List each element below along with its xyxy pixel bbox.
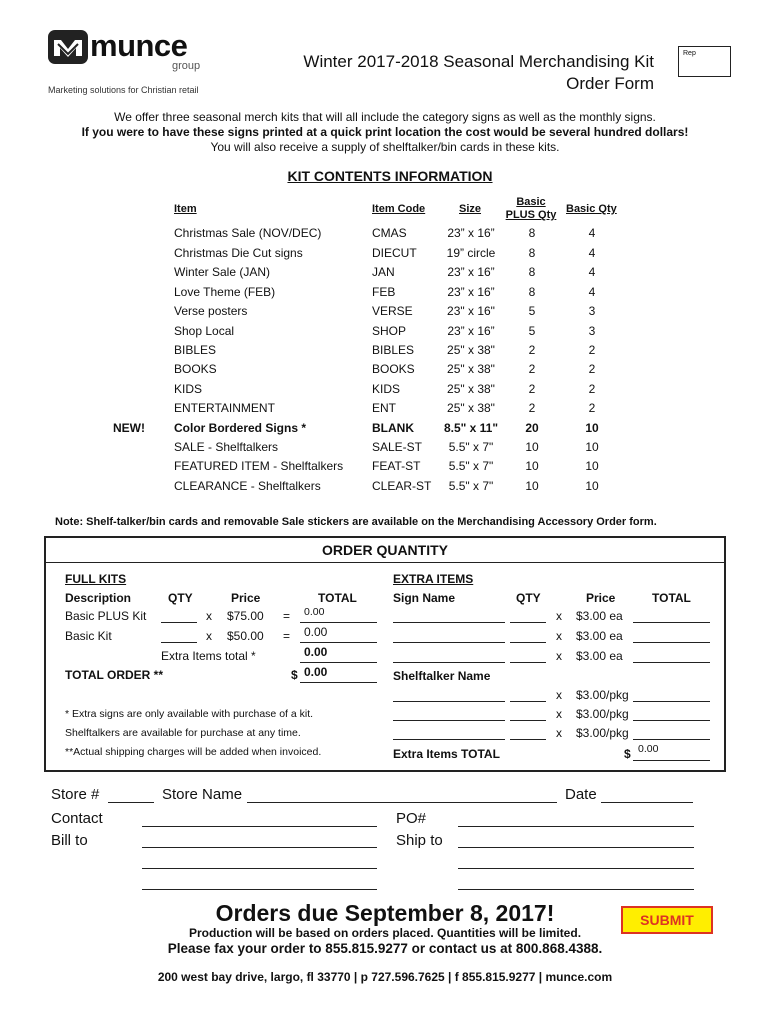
- kit-item-size: 25" x 38": [447, 382, 495, 396]
- sign-name-input[interactable]: [393, 622, 505, 623]
- basic-plus-kit-total[interactable]: 0.00: [304, 606, 325, 618]
- kit-basic-qty: 4: [588, 265, 596, 279]
- extra-total-input[interactable]: [633, 662, 710, 663]
- kit-basic-plus-qty: 8: [528, 285, 536, 299]
- kit-basic-qty: 2: [588, 401, 596, 415]
- kit-basic-qty: 10: [585, 440, 599, 454]
- bill-to-input-1[interactable]: [142, 847, 377, 848]
- po-input[interactable]: [458, 826, 694, 827]
- extra-qty-input[interactable]: [510, 642, 546, 643]
- extra-price: $3.00 ea: [576, 609, 623, 623]
- col-basic-plus-line1: Basic: [516, 196, 546, 208]
- extra-qty-input[interactable]: [510, 662, 546, 663]
- kit-basic-plus-qty: 2: [528, 343, 536, 357]
- store-number-label: Store #: [51, 786, 100, 803]
- col-size: Size: [459, 203, 482, 215]
- kit-basic-plus-qty: 5: [528, 324, 536, 338]
- kit-item-name: Christmas Sale (NOV/DEC): [174, 226, 322, 240]
- col-extra-price: Price: [586, 591, 616, 605]
- store-name-label: Store Name: [162, 786, 243, 803]
- kit-item-name: SALE - Shelftalkers: [174, 440, 279, 454]
- kit-basic-plus-qty: 10: [525, 479, 539, 493]
- kit-basic-qty: 4: [588, 226, 596, 240]
- logo-group-text: group: [172, 60, 201, 72]
- kit-item-size: 23” x 16”: [447, 324, 495, 338]
- kit-item-size: 25" x 38": [447, 362, 495, 376]
- kit-basic-plus-qty: 10: [525, 459, 539, 473]
- tagline: Marketing solutions for Christian retail: [48, 85, 199, 95]
- date-label: Date: [565, 786, 597, 803]
- extra-items-total-heading: Extra Items TOTAL: [393, 747, 500, 761]
- col-basic-plus-qty: [505, 196, 557, 222]
- extra-qty-input[interactable]: [510, 622, 546, 623]
- sign-name-input[interactable]: [393, 739, 505, 740]
- kit-basic-qty: 10: [585, 479, 599, 493]
- kit-basic-qty: 2: [588, 362, 596, 376]
- col-item: Item: [174, 203, 197, 215]
- kit-basic-qty: 3: [588, 304, 596, 318]
- kit-item-code: VERSE: [372, 304, 413, 318]
- order-quantity-heading: ORDER QUANTITY: [322, 542, 448, 558]
- new-label: NEW!: [113, 421, 145, 435]
- extra-total-input[interactable]: [633, 701, 710, 702]
- kit-item-size: 25" x 38": [447, 401, 495, 415]
- kit-basic-qty: 10: [585, 459, 599, 473]
- total-order-label: TOTAL ORDER **: [65, 668, 164, 682]
- extra-price: $3.00/pkg: [576, 726, 629, 740]
- kit-basic-plus-qty: 8: [528, 226, 536, 240]
- total-order-value[interactable]: 0.00: [304, 665, 328, 679]
- kit-item-size: 23” x 16”: [447, 226, 495, 240]
- times-sign: x: [556, 688, 562, 702]
- sign-name-input[interactable]: [393, 642, 505, 643]
- col-description: Description: [65, 591, 132, 605]
- extra-items-heading: EXTRA ITEMS: [393, 572, 474, 586]
- extra-total-input[interactable]: [633, 622, 710, 623]
- extra-price: $3.00 ea: [576, 629, 623, 643]
- basic-kit-total[interactable]: 0.00: [304, 625, 328, 639]
- basic-kit-label: Basic Kit: [65, 629, 112, 643]
- basic-kit-price: $50.00: [227, 629, 264, 643]
- accessory-note: Note: Shelf-talker/bin cards and removable Sale stickers are available on the Merchandising Accessory Order form.: [55, 516, 657, 528]
- col-item-code: Item Code: [372, 203, 426, 215]
- ship-to-input-3[interactable]: [458, 889, 694, 890]
- extra-items-total-amount[interactable]: 0.00: [638, 743, 659, 755]
- kit-contents-heading: KIT CONTENTS INFORMATION: [287, 168, 493, 184]
- equals-sign: =: [283, 629, 291, 643]
- times-sign: x: [206, 609, 212, 623]
- kit-item-size: 25" x 38": [447, 343, 495, 357]
- company-address: 200 west bay drive, largo, fl 33770 | p 727.596.7625 | f 855.815.9277 | munce.com: [157, 970, 613, 984]
- basic-plus-kit-price: $75.00: [227, 609, 264, 623]
- extra-qty-input[interactable]: [510, 701, 546, 702]
- bill-to-input-3[interactable]: [142, 889, 377, 890]
- kit-basic-qty: 2: [588, 382, 596, 396]
- kit-item-code: BLANK: [372, 421, 414, 435]
- bill-to-label: Bill to: [51, 832, 88, 849]
- col-qty: QTY: [168, 591, 193, 605]
- times-sign: x: [556, 609, 562, 623]
- title-line-2: Order Form: [566, 74, 654, 93]
- kit-basic-plus-qty: 20: [525, 421, 539, 435]
- kit-basic-qty: 10: [585, 421, 599, 435]
- extra-price: $3.00/pkg: [576, 688, 629, 702]
- extra-total-input[interactable]: [633, 720, 710, 721]
- kit-basic-plus-qty: 8: [528, 246, 536, 260]
- basic-kit-qty-input[interactable]: [161, 642, 197, 643]
- kit-item-name: BOOKS: [174, 362, 217, 376]
- ship-to-input-1[interactable]: [458, 847, 694, 848]
- kit-item-name: CLEARANCE - Shelftalkers: [174, 479, 321, 493]
- kit-item-code: FEB: [372, 285, 396, 299]
- production-note: Production will be based on orders placed. Quantities will be limited.: [188, 926, 582, 940]
- kit-item-size: 8.5" x 11": [443, 421, 499, 435]
- equals-sign: =: [283, 609, 291, 623]
- basic-plus-kit-qty-input[interactable]: [161, 622, 197, 623]
- kit-basic-qty: 4: [588, 246, 596, 260]
- kit-item-code: FEAT-ST: [372, 459, 421, 473]
- col-sign-name: Sign Name: [393, 591, 456, 605]
- extra-price: $3.00/pkg: [576, 707, 629, 721]
- sign-name-input[interactable]: [393, 662, 505, 663]
- ship-to-label: Ship to: [396, 832, 443, 849]
- logo-m-icon: [52, 36, 84, 58]
- contact-label: Contact: [51, 810, 103, 827]
- extra-total-line: [300, 662, 377, 663]
- times-sign: x: [206, 629, 212, 643]
- col-total: TOTAL: [318, 591, 357, 605]
- times-sign: x: [556, 629, 562, 643]
- kit-item-name: BIBLES: [174, 343, 217, 357]
- extra-items-dollar-sign: $: [624, 747, 631, 761]
- kit-item-code: CMAS: [372, 226, 407, 240]
- kit-item-size: 19” circle: [446, 246, 496, 260]
- extra-items-total-line: [633, 760, 710, 761]
- kit-item-size: 5.5" x 7": [448, 479, 494, 493]
- kit-item-size: 5.5" x 7": [448, 459, 494, 473]
- kit-item-code: SALE-ST: [372, 440, 423, 454]
- kit-item-size: 23” x 16”: [447, 265, 495, 279]
- kit-item-code: BOOKS: [372, 362, 415, 376]
- kit-basic-qty: 2: [588, 343, 596, 357]
- fax-note: Please fax your order to 855.815.9277 or contact us at 800.868.4388.: [167, 941, 603, 956]
- total-dollar-sign: $: [291, 668, 298, 682]
- col-price: Price: [231, 591, 261, 605]
- store-name-input[interactable]: [247, 802, 557, 803]
- ship-to-input-2[interactable]: [458, 868, 694, 869]
- logo-wordmark: munce: [90, 28, 188, 63]
- title-line-1: Winter 2017-2018 Seasonal Merchandising Kit: [303, 52, 654, 71]
- kit-basic-plus-qty: 10: [525, 440, 539, 454]
- kit-item-name: Love Theme (FEB): [174, 285, 276, 299]
- extra-qty-input[interactable]: [510, 739, 546, 740]
- store-section-divider: [44, 770, 726, 772]
- kit-item-name: Winter Sale (JAN): [174, 265, 271, 279]
- contact-input[interactable]: [142, 826, 377, 827]
- kit-basic-plus-qty: 8: [528, 265, 536, 279]
- col-basic-qty: Basic Qty: [566, 203, 617, 215]
- extra-qty-input[interactable]: [510, 720, 546, 721]
- basic-total-line: [300, 642, 377, 643]
- rep-field[interactable]: [678, 46, 731, 77]
- kit-item-code: KIDS: [372, 382, 401, 396]
- kit-basic-qty: 3: [588, 324, 596, 338]
- orders-due-heading: Orders due September 8, 2017!: [215, 900, 555, 926]
- rep-label: Rep: [683, 50, 696, 57]
- basic-plus-kit-label: Basic PLUS Kit: [65, 609, 147, 623]
- kit-item-name: Color Bordered Signs *: [174, 421, 307, 435]
- intro-line-3: You will also receive a supply of shelftalker/bin cards in these kits.: [210, 140, 560, 154]
- form-title: [230, 51, 654, 95]
- kit-item-code: SHOP: [372, 324, 407, 338]
- shelftalker-name-heading: Shelftalker Name: [393, 669, 491, 683]
- intro-line-1: We offer three seasonal merch kits that will all include the category signs as well as the monthly signs.: [114, 110, 656, 124]
- po-label: PO#: [396, 810, 427, 827]
- basic-plus-total-line: [300, 622, 377, 623]
- store-number-input[interactable]: [108, 802, 154, 803]
- extra-items-total-value[interactable]: 0.00: [304, 645, 328, 659]
- kit-item-name: Verse posters: [174, 304, 248, 318]
- order-heading-divider: [46, 562, 724, 563]
- kit-item-code: BIBLES: [372, 343, 415, 357]
- kit-item-name: FEATURED ITEM - Shelftalkers: [174, 459, 344, 473]
- kit-item-size: 5.5" x 7": [448, 440, 494, 454]
- full-kits-heading: FULL KITS: [65, 572, 127, 586]
- extra-total-input[interactable]: [633, 739, 710, 740]
- col-basic-plus-line2: PLUS Qty: [505, 209, 557, 221]
- extra-total-input[interactable]: [633, 642, 710, 643]
- extra-items-total-label: Extra Items total *: [161, 649, 256, 663]
- kit-item-code: CLEAR-ST: [372, 479, 432, 493]
- sign-name-input[interactable]: [393, 701, 505, 702]
- sign-name-input[interactable]: [393, 720, 505, 721]
- times-sign: x: [556, 707, 562, 721]
- kit-basic-qty: 4: [588, 285, 596, 299]
- kit-basic-plus-qty: 2: [528, 382, 536, 396]
- footnote-2: Shelftalkers are available for purchase at any time.: [65, 727, 301, 739]
- kit-item-size: 23” x 16”: [447, 285, 495, 299]
- kit-item-code: ENT: [372, 401, 396, 415]
- intro-line-2: If you were to have these signs printed at a quick print location the cost would be several hundred dollars!: [81, 125, 689, 139]
- bill-to-input-2[interactable]: [142, 868, 377, 869]
- col-extra-total: TOTAL: [652, 591, 691, 605]
- kit-basic-plus-qty: 2: [528, 401, 536, 415]
- times-sign: x: [556, 649, 562, 663]
- kit-item-size: 23" x 16": [447, 304, 495, 318]
- kit-basic-plus-qty: 5: [528, 304, 536, 318]
- footnote-1: * Extra signs are only available with purchase of a kit.: [65, 708, 314, 720]
- kit-item-code: JAN: [372, 265, 395, 279]
- kit-item-name: Shop Local: [174, 324, 235, 338]
- col-extra-qty: QTY: [516, 591, 541, 605]
- munce-logo-mark: [48, 30, 88, 64]
- kit-item-name: Christmas Die Cut signs: [174, 246, 303, 260]
- total-order-line: [300, 682, 377, 683]
- kit-item-code: DIECUT: [372, 246, 417, 260]
- kit-basic-plus-qty: 2: [528, 362, 536, 376]
- footnote-3: **Actual shipping charges will be added when invoiced.: [65, 746, 322, 758]
- submit-button[interactable]: SUBMIT: [621, 906, 713, 934]
- kit-item-name: ENTERTAINMENT: [174, 401, 275, 415]
- extra-price: $3.00 ea: [576, 649, 623, 663]
- date-input[interactable]: [601, 802, 693, 803]
- kit-item-name: KIDS: [174, 382, 203, 396]
- times-sign: x: [556, 726, 562, 740]
